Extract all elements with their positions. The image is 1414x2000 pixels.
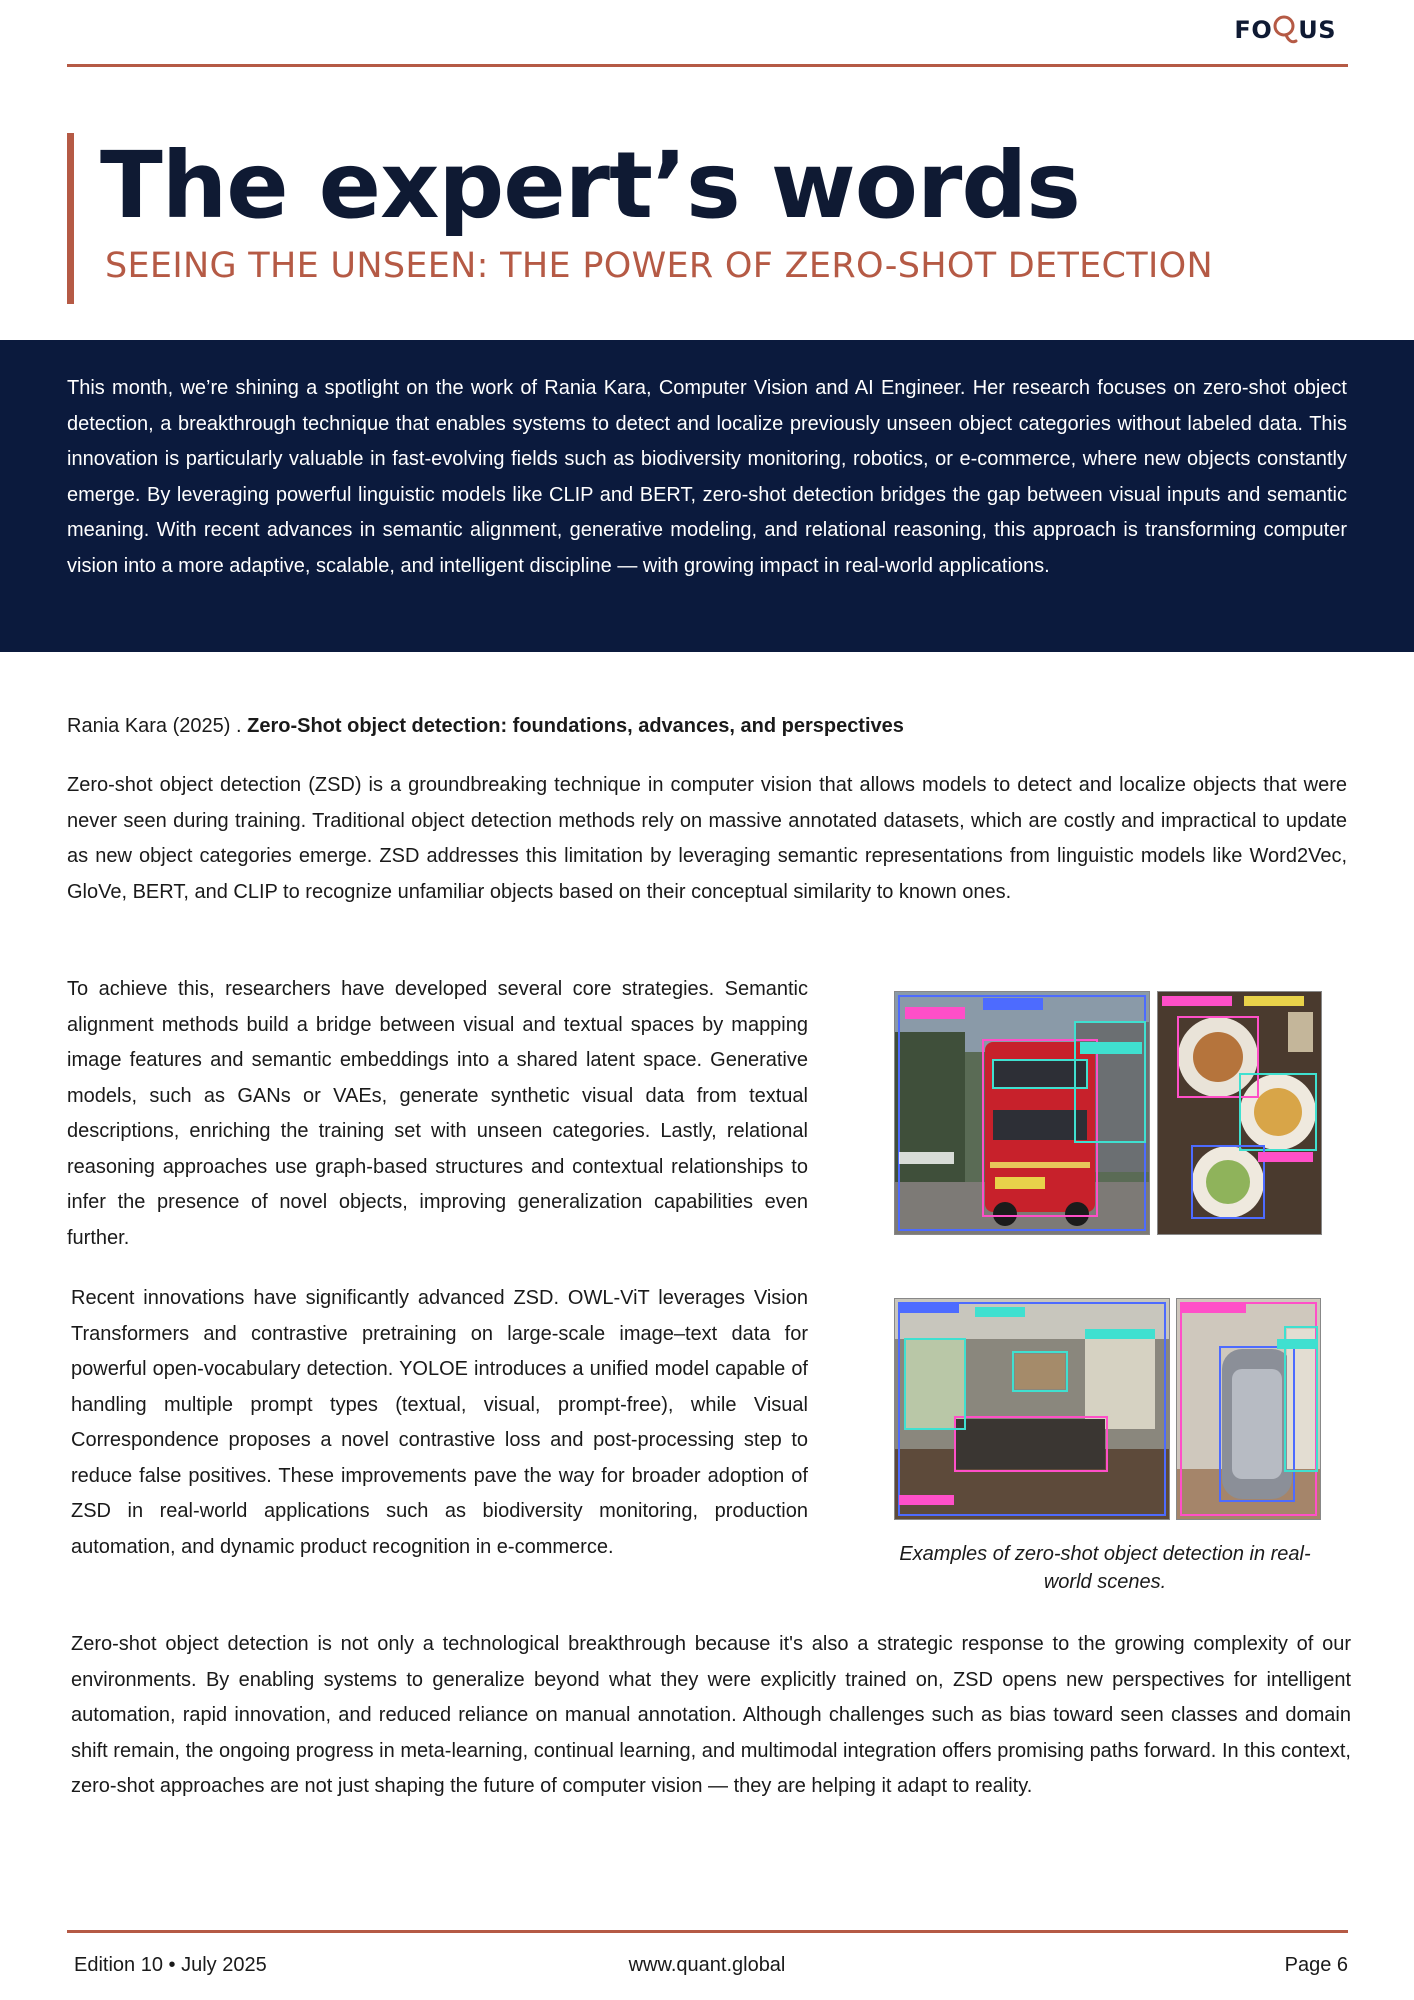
intro-banner	[0, 340, 1414, 652]
paragraph-1: Zero-shot object detection (ZSD) is a groundbreaking technique in computer vision that allows models to detect and localize objects that were never seen during training. Traditional object detection methods rely on massive annotated datasets, which are costly and impractical to update as new object categories emerge. ZSD addresses this limitation by leveraging semantic representations from linguistic models like Word2Vec, GloVe, BERT, and CLIP to recognize unfamiliar objects based on their conceptual similarity to known ones.	[67, 774, 1347, 903]
page-title: The expert’s words	[100, 132, 1080, 239]
citation-author: Rania Kara (2025) .	[67, 715, 248, 737]
footer-edition: Edition 10 • July 2025	[74, 1954, 267, 1976]
title-accent-bar	[67, 133, 74, 304]
logo-text-right: US	[1298, 16, 1336, 44]
citation-title: Zero-Shot object detection: foundations, advances, and perspectives	[247, 715, 904, 737]
figure-image-street-bus	[894, 991, 1150, 1235]
figure-image-dressing-room	[1176, 1298, 1321, 1520]
magnifier-q-icon	[1272, 14, 1298, 46]
footer-website[interactable]: www.quant.global	[628, 1954, 786, 1976]
logo-text-left: FO	[1234, 16, 1273, 44]
logo	[1234, 14, 1336, 46]
paragraph-2: To achieve this, researchers have developed several core strategies. Semantic alignment methods build a bridge between visual and textual spaces by mapping image features and semantic embeddings into a shared latent space. Generative models, such as GANs or VAEs, generate synthetic visual data from textual descriptions, enriching the training set with unseen categories. Lastly, relational reasoning approaches use graph-based structures and contextual relationships to infer the presence of novel objects, improving generalization capabilities even further.	[67, 978, 808, 1249]
citation	[67, 715, 904, 738]
footer-divider	[67, 1930, 1348, 1933]
paragraph-4: Zero-shot object detection is not only a technological breakthrough because it's also a strategic response to the growing complexity of our environments. By enabling systems to generalize beyond what they were explicitly trained on, ZSD opens new perspectives for intelligent automation, rapid innovation, and reduced reliance on manual annotation. Although challenges such as bias toward seen classes and domain shift remain, the ongoing progress in meta-learning, continual learning, and multimodal integration offers promising paths forward. In this context, zero-shot approaches are not just shaping the future of computer vision — they are helping it adapt to reality.	[71, 1633, 1351, 1797]
page-subtitle: SEEING THE UNSEEN: THE POWER OF ZERO-SHOT DETECTION	[105, 246, 1213, 286]
figure-image-food-table	[1157, 991, 1322, 1235]
paragraph-3: Recent innovations have significantly advanced ZSD. OWL-ViT leverages Vision Transformers and contrastive pretraining on large-scale image–text data for powerful open-vocabulary detection. YOLOE introduces a unified model capable of handling multiple prompt types (textual, visual, prompt-free), while Visual Correspondence proposes a novel contrastive loss and post-processing step to reduce false positives. These improvements pave the way for broader adoption of ZSD in real-world applications such as biodiversity monitoring, production automation, and dynamic product recognition in e-commerce.	[71, 1287, 808, 1558]
intro-text: This month, we’re shining a spotlight on the work of Rania Kara, Computer Vision and AI Engineer. Her research focuses on zero-shot object detection, a breakthrough technique that enables systems to detect and localize previously unseen object categories without labeled data. This innovation is particularly valuable in fast-evolving fields such as biodiversity monitoring, robotics, or e-commerce, where new objects constantly emerge. By leveraging powerful linguistic models like CLIP and BERT, zero-shot detection bridges the gap between visual inputs and semantic meaning. With recent advances in semantic alignment, generative modeling, and relational reasoning, this approach is transforming computer vision into a more adaptive, scalable, and intelligent discipline — with growing impact in real-world applications.	[67, 377, 1347, 577]
header-divider	[67, 64, 1348, 67]
figure-caption: Examples of zero-shot object detection in real-world scenes.	[899, 1543, 1311, 1593]
figure-image-living-room	[894, 1298, 1170, 1520]
footer-page-number: Page 6	[1284, 1954, 1348, 1976]
